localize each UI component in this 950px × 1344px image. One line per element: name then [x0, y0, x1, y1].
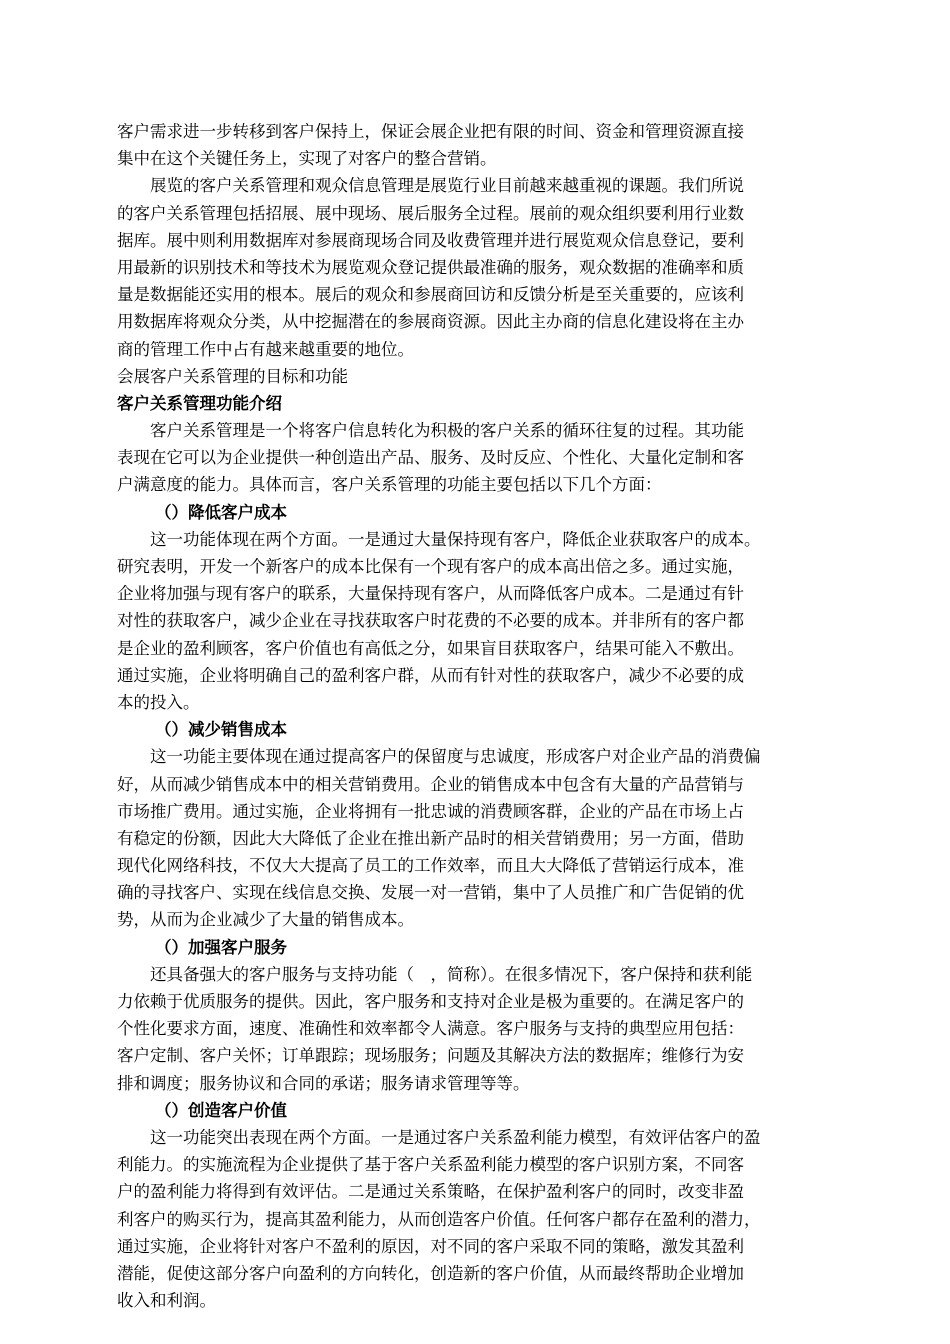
- text-line: 企业将加强与现有客户的联系，大量保持现有客户，从而降低客户成本。二是通过有针: [117, 584, 744, 604]
- text-line: 通过实施，企业将明确自己的盈利客户群，从而有针对性的获取客户，减少不必要的成: [117, 665, 744, 685]
- subsection-body-customer-service: [117, 961, 872, 1097]
- text-line: 力依赖于优质服务的提供。因此，客户服务和支持对企业是极为重要的。在满足客户的: [117, 992, 744, 1011]
- text-line: 量是数据能还实用的根本。展后的观众和参展商回访和反馈分析是至关重要的，应该利: [117, 285, 744, 305]
- text-line: 收入和利润。: [117, 1291, 216, 1311]
- text-line: 有稳定的份额，因此大大降低了企业在推出新产品时的相关营销费用；另一方面，借助: [117, 828, 744, 848]
- text-line: 现代化网络科技，不仅大大提高了员工的工作效率，而且大大降低了营销运行成本，准: [117, 856, 744, 876]
- subsection-body-create-customer-value: [117, 1124, 872, 1314]
- subsection-heading-reduce-sales-cost: （）减少销售成本: [155, 720, 287, 740]
- subsection-body-reduce-customer-cost: [117, 526, 872, 716]
- text-line: 户的盈利能力将得到有效评估。二是通过关系策略，在保护盈利客户的同时，改变非盈: [117, 1182, 744, 1202]
- text-line: 表现在它可以为企业提供一种创造出产品、服务、及时反应、个性化、大量化定制和客: [117, 448, 744, 468]
- text-line: 展览的客户关系管理和观众信息管理是展览行业目前越来越重视的课题。我们所说: [150, 176, 744, 196]
- text-line: 的客户关系管理包括招展、展中现场、展后服务全过程。展前的观众组织要利用行业数: [117, 203, 744, 223]
- section-title: 会展客户关系管理的目标和功能: [117, 366, 348, 386]
- subsection-heading-customer-service: （）加强客户服务: [155, 937, 287, 957]
- functions-intro-paragraph: [117, 417, 872, 499]
- text-line: 市场推广费用。通过实施，企业将拥有一批忠诚的消费顾客群，企业的产品在市场上占: [117, 801, 744, 821]
- text-line: 这一功能主要体现在通过提高客户的保留度与忠诚度，形成客户对企业产品的消费偏: [150, 747, 761, 767]
- text-line: 利能力。的实施流程为企业提供了基于客户关系盈利能力模型的客户识别方案，不同客: [117, 1155, 744, 1175]
- text-line: 客户关系管理是一个将客户信息转化为积极的客户关系的循环往复的过程。其功能: [150, 421, 744, 441]
- text-line: 本的投入。: [117, 692, 200, 712]
- text-line: 户满意度的能力。具体而言，客户关系管理的功能主要包括以下几个方面：: [117, 475, 662, 495]
- text-line: 这一功能体现在两个方面。一是通过大量保持现有客户，降低企业获取客户的成本。: [150, 529, 761, 549]
- text-line: 对性的获取客户，减少企业在寻找获取客户时花费的不必要的成本。并非所有的客户都: [117, 611, 744, 631]
- exhibition-paragraph: [117, 172, 872, 362]
- intro-paragraph: [117, 118, 872, 172]
- text-line: 通过实施，企业将针对客户不盈利的原因，对不同的客户采取不同的策略，激发其盈利: [117, 1236, 744, 1256]
- text-line: 利客户的购买行为，提高其盈利能力，从而创造客户价值。任何客户都存在盈利的潜力，: [117, 1209, 761, 1229]
- text-line: 好，从而减少销售成本中的相关营销费用。企业的销售成本中包含有大量的产品营销与: [117, 774, 744, 794]
- text-line: 集中在这个关键任务上，实现了对客户的整合营销。: [117, 149, 497, 169]
- subsection-heading-create-customer-value: （）创造客户价值: [155, 1100, 287, 1120]
- text-line: 用最新的识别技术和等技术为展览观众登记提供最准确的服务，观众数据的准确率和质: [117, 257, 744, 277]
- text-line: 确的寻找客户、实现在线信息交换、发展一对一营销，集中了人员推广和广告促销的优: [117, 883, 744, 903]
- text-line: 商的管理工作中占有越来越重要的地位。: [117, 339, 414, 359]
- subsection-heading-reduce-customer-cost: （）降低客户成本: [155, 502, 287, 522]
- text-line: 客户定制、客户关怀；订单跟踪；现场服务；问题及其解决方法的数据库；维修行为安: [117, 1046, 744, 1066]
- text-line: 客户需求进一步转移到客户保持上，保证会展企业把有限的时间、资金和管理资源直接: [117, 122, 744, 141]
- subsection-body-reduce-sales-cost: [117, 743, 872, 933]
- text-line: 排和调度；服务协议和合同的承诺；服务请求管理等等。: [117, 1073, 530, 1093]
- text-line: 势，从而为企业减少了大量的销售成本。: [117, 910, 414, 930]
- text-line: 用数据库将观众分类，从中挖掘潜在的参展商资源。因此主办商的信息化建设将在主办: [117, 312, 744, 332]
- text-line: 这一功能突出表现在两个方面。一是通过客户关系盈利能力模型，有效评估客户的盈: [150, 1127, 761, 1147]
- text-line: 据库。展中则利用数据库对参展商现场合同及收费管理并进行展览观众信息登记，要利: [117, 230, 744, 250]
- functions-heading: 客户关系管理功能介绍: [117, 393, 282, 413]
- text-line: 是企业的盈利顾客，客户价值也有高低之分，如果盲目获取客户，结果可能入不敷出。: [117, 638, 744, 658]
- text-line: 还具备强大的客户服务与支持功能（ ，简称）。在很多情况下，客户保持和获利能: [150, 964, 753, 984]
- text-line: 研究表明，开发一个新客户的成本比保有一个现有客户的成本高出倍之多。通过实施，: [117, 557, 744, 576]
- text-line: 个性化要求方面，速度、准确性和效率都令人满意。客户服务与支持的典型应用包括：: [117, 1019, 744, 1039]
- document-body: [117, 118, 872, 1314]
- text-line: 潜能，促使这部分客户向盈利的方向转化，创造新的客户价值，从而最终帮助企业增加: [117, 1263, 744, 1283]
